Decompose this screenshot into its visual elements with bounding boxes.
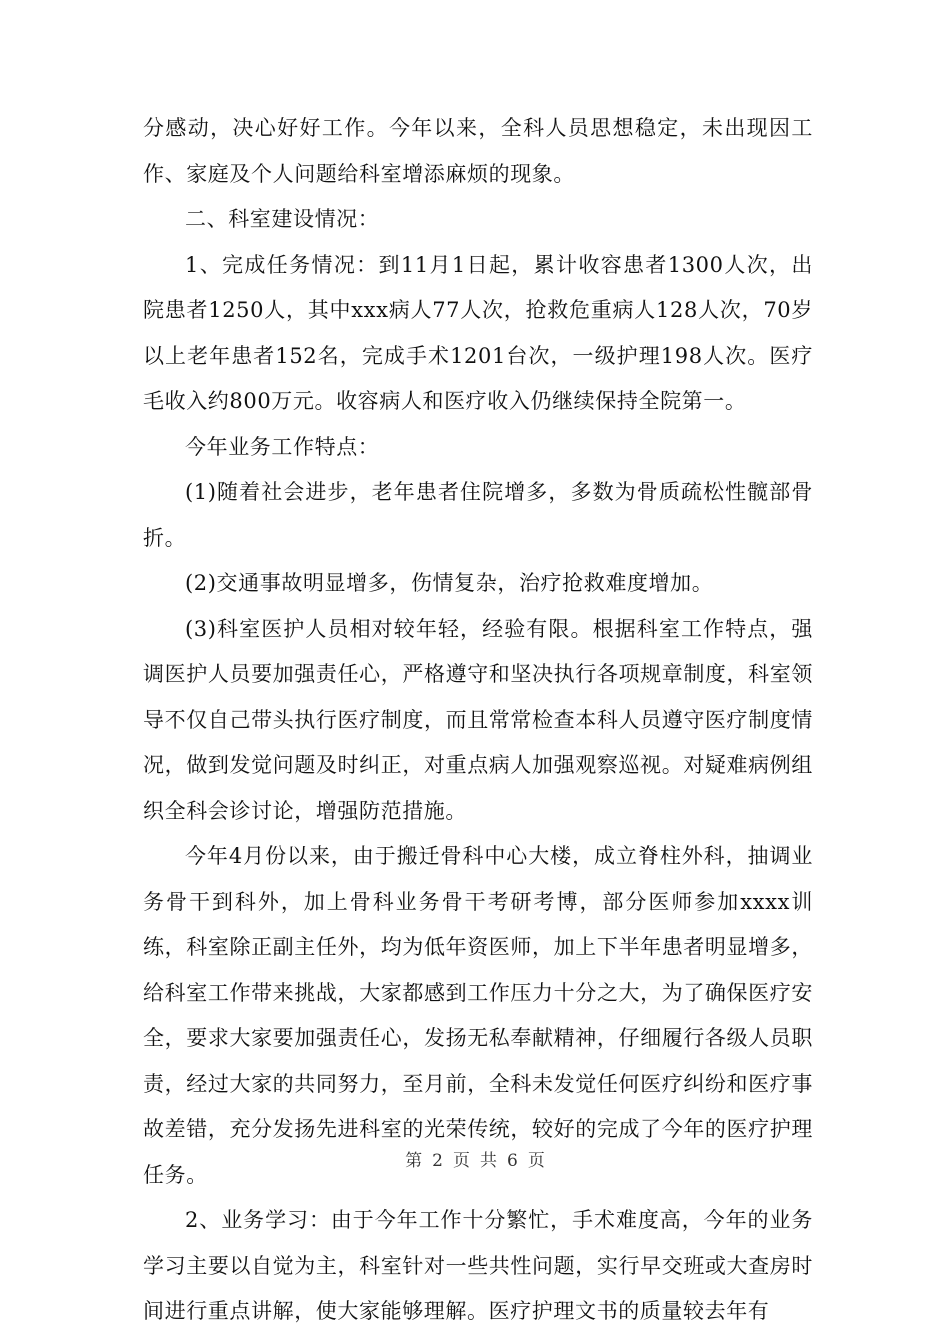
paragraph-feature-2: (2)交通事故明显增多，伤情复杂，治疗抢救难度增加。 xyxy=(185,571,714,595)
footer-suffix: 页 xyxy=(527,1151,545,1171)
footer-prefix: 第 xyxy=(405,1151,423,1171)
section-heading-2: 二、科室建设情况： xyxy=(185,207,380,231)
paragraph-feature-1: (1)随着社会进步，老年患者住院增多，多数为骨质疏松性髋部骨折。 xyxy=(143,480,813,550)
footer-total-pages: 6 xyxy=(507,1151,518,1171)
paragraph-feature-3: (3)科室医护人员相对较年轻，经验有限。根据科室工作特点，强调医护人员要加强责任心，严格遵守和坚决执行各项规章制度，科室领导不仅自己带头执行医疗制度，而且常常检查本科人员遵守医疗制度情况，做到发觉问题及时纠正，对重点病人加强观察巡视。对疑难病例组织全科会诊讨论，增强防范措施。 xyxy=(143,616,813,823)
footer-total-prefix: 共 xyxy=(480,1151,497,1171)
footer-page-word: 页 xyxy=(453,1151,470,1171)
paragraph-work-features-heading: 今年业务工作特点： xyxy=(185,434,380,459)
paragraph-april: 今年4月份以来，由于搬迁骨科中心大楼，成立脊柱外科，抽调业务骨干到科外，加上骨科业务骨干考研考博，部分医师参加xxxx训练，科室除正副主任外，均为低年资医师，加上下半年患者明显增多，给科室工作带来挑战，大家都感到工作压力十分之大，为了确保医疗安全，要求大家要加强责任心，发扬无私奉献精神，仔细履行各级人员职责，经过大家的共同努力，至月前，全科未发觉任何医疗纠纷和医疗事故差错，充分发扬先进科室的光荣传统，较好的完成了今年的医疗护理任务。 xyxy=(143,844,813,1187)
footer-current-page: 2 xyxy=(432,1151,443,1171)
page-number-footer xyxy=(0,1151,950,1171)
paragraph-continuation: 分感动，决心好好工作。今年以来，全科人员思想稳定，未出现因工作、家庭及个人问题给科室增添麻烦的现象。 xyxy=(143,116,813,186)
paragraph-study: 2、业务学习：由于今年工作十分繁忙，手术难度高，今年的业务学习主要以自觉为主，科室针对一些共性问题，实行早交班或大查房时间进行重点讲解，使大家能够理解。医疗护理文书的质量较去年有 xyxy=(143,1208,813,1323)
paragraph-task-completion: 1、完成任务情况：到11月1日起，累计收容患者1300人次，出院患者1250人，其中xxx病人77人次，抢救危重病人128人次，70岁以上老年患者152名，完成手术1201台次，一级护理198人次。医疗毛收入约800万元。收容病人和医疗收入仍继续保持全院第一。 xyxy=(143,252,813,413)
